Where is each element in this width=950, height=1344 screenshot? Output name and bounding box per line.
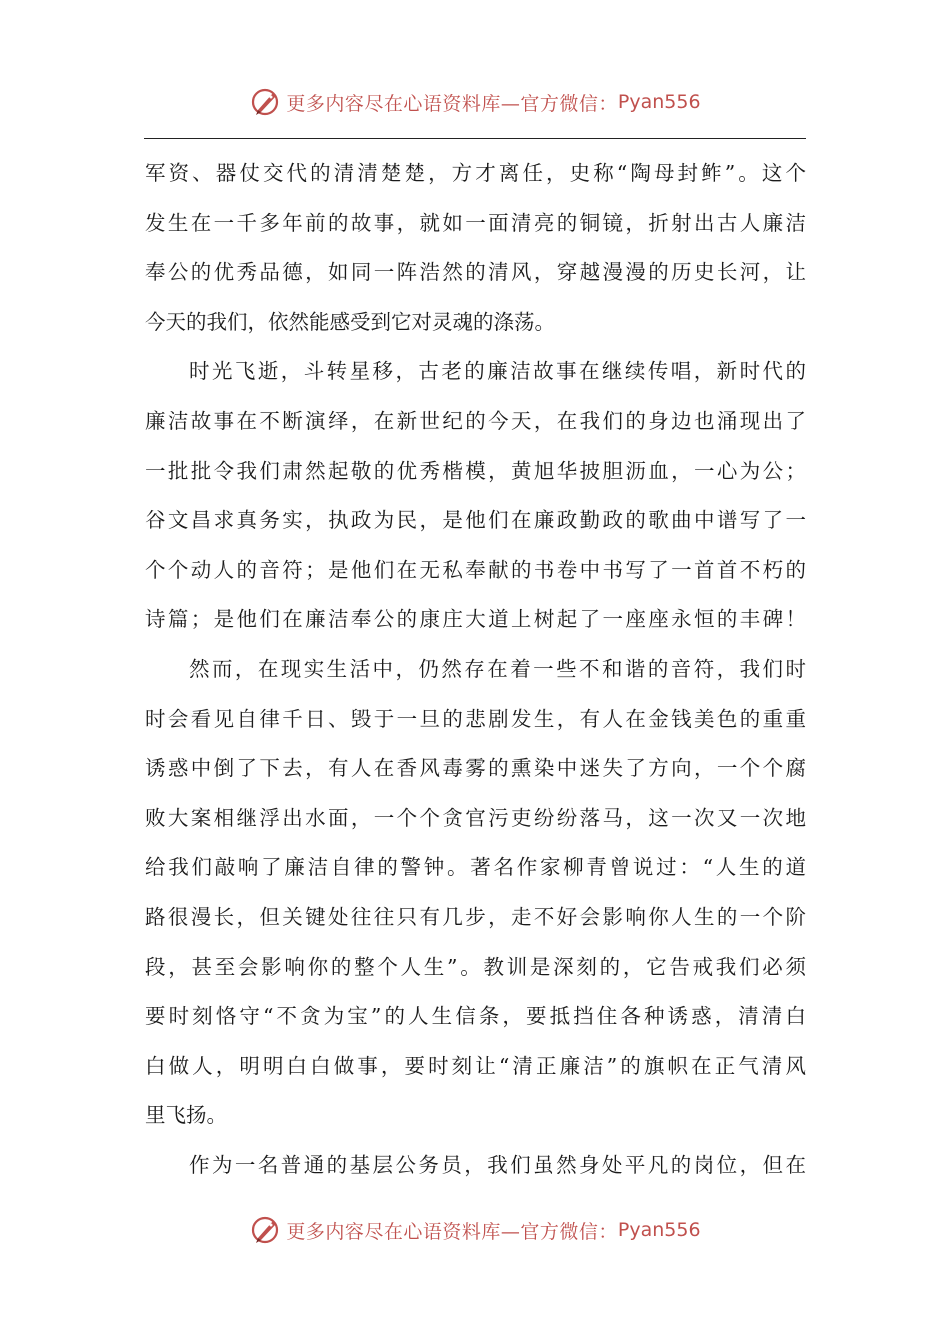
pen-logo-icon	[249, 1213, 283, 1247]
text-line: 败大案相继浮出水面，一个个贪官污吏纷纷落马，这一次又一次地	[145, 805, 806, 830]
text-line: 作为一名普通的基层公务员，我们虽然身处平凡的岗位，但在	[189, 1152, 806, 1177]
text-line: 个个动人的音符；是他们在无私奉献的书卷中书写了一首首不朽的	[145, 557, 806, 582]
text-line: 给我们敲响了廉洁自律的警钟。著名作家柳青曾说过：“人生的道	[145, 855, 806, 880]
header-wechat-id: Pyan556	[617, 91, 701, 113]
text-line: 诱惑中倒了下去，有人在香风毒雾的熏染中迷失了方向，一个个腐	[145, 756, 806, 781]
text-line: 奉公的优秀品德，如同一阵浩然的清风，穿越漫漫的历史长河，让	[145, 260, 806, 285]
text-line: 时会看见自律千日、毁于一旦的悲剧发生，有人在金钱美色的重重	[145, 706, 806, 731]
text-line: 诗篇；是他们在廉洁奉公的康庄大道上树起了一座座永恒的丰碑！	[145, 607, 806, 632]
footer-banner-text: 更多内容尽在心语资料库—官方微信：	[286, 1220, 618, 1243]
footer-banner	[0, 1210, 950, 1250]
text-line: 段，甚至会影响你的整个人生”。教训是深刻的，它告戒我们必须	[145, 954, 806, 979]
text-line: 要时刻恪守“不贪为宝”的人生信条，要抵挡住各种诱惑，清清白	[145, 1004, 806, 1029]
text-line: 一批批令我们肃然起敬的优秀楷模，黄旭华披胆沥血，一心为公；	[145, 458, 806, 483]
text-line: 时光飞逝，斗转星移，古老的廉洁故事在继续传唱，新时代的	[189, 359, 806, 384]
text-line: 白做人，明明白白做事，要时刻让“清正廉洁”的旗帜在正气清风	[145, 1053, 806, 1078]
footer-wechat-id: Pyan556	[617, 1219, 701, 1241]
text-line: 里飞扬。	[145, 1103, 227, 1128]
text-line: 谷文昌求真务实，执政为民，是他们在廉政勤政的歌曲中谱写了一	[145, 508, 806, 533]
text-line: 然而，在现实生活中，仍然存在着一些不和谐的音符，我们时	[189, 656, 806, 681]
text-line: 路很漫长，但关键处往往只有几步，走不好会影响你人生的一个阶	[145, 904, 806, 929]
pen-logo-icon	[249, 85, 283, 119]
text-line: 廉洁故事在不断演绎，在新世纪的今天，在我们的身边也涌现出了	[145, 408, 806, 433]
text-line: 今天的我们，依然能感受到它对灵魂的涤荡。	[145, 309, 555, 334]
document-body	[145, 149, 806, 1190]
header-banner-text: 更多内容尽在心语资料库—官方微信：	[286, 92, 618, 115]
text-line: 军资、器仗交代的清清楚楚，方才离任，史称“陶母封鲊”。这个	[145, 161, 806, 185]
header-banner	[0, 82, 950, 122]
text-line: 发生在一千多年前的故事，就如一面清亮的铜镜，折射出古人廉洁	[145, 210, 806, 235]
header-divider	[144, 138, 806, 139]
